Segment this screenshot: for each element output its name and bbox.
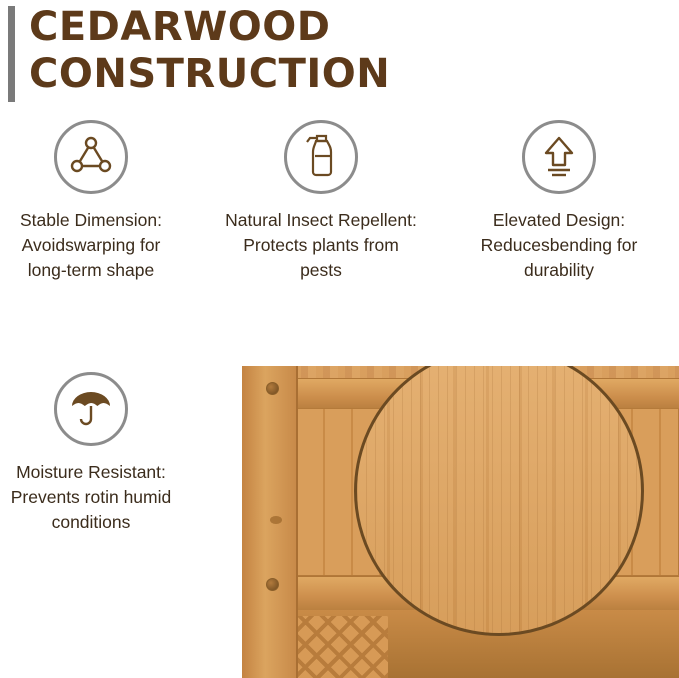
caption-line: Protects plants from <box>243 234 399 255</box>
caption-line: durability <box>523 259 595 280</box>
wood-post <box>240 366 298 678</box>
feature-item-insect-repellent <box>208 120 434 283</box>
title-text <box>29 4 390 98</box>
caption-line: Stable Dimension: <box>19 210 163 230</box>
icon-ring <box>54 372 128 446</box>
feature-item-moisture-resistant <box>0 372 204 535</box>
feature-caption <box>0 460 204 535</box>
caption-line: Natural Insect Repellent: <box>225 210 417 230</box>
icon-ring <box>284 120 358 194</box>
product-photo <box>228 366 679 678</box>
caption-line: Reducesbending for <box>480 234 638 255</box>
caption-line: Avoidswarping for <box>21 234 161 255</box>
caption-line: Elevated Design: <box>492 210 626 230</box>
feature-caption <box>446 208 672 283</box>
photo-left-margin <box>228 366 242 678</box>
page-title <box>0 0 390 102</box>
feature-item-stable-dimension <box>0 120 204 283</box>
title-accent-bar <box>8 6 15 102</box>
screw-icon <box>266 382 279 395</box>
icon-ring <box>522 120 596 194</box>
title-line-2: CONSTRUCTION <box>29 51 391 98</box>
up-arrow-icon <box>539 133 579 182</box>
feature-caption <box>0 208 204 283</box>
title-line-1: CEDARWOOD <box>29 4 331 50</box>
triangle-nodes-icon <box>69 135 113 180</box>
feature-item-elevated-design <box>446 120 672 283</box>
spray-bottle-icon <box>303 132 339 183</box>
caption-line: conditions <box>51 511 131 532</box>
caption-line: Prevents rotin humid <box>10 486 172 507</box>
magnifier-circle <box>354 366 644 636</box>
caption-line: Moisture Resistant: <box>16 462 166 482</box>
screw-icon <box>266 578 279 591</box>
umbrella-icon <box>68 386 114 433</box>
feature-caption <box>201 208 441 283</box>
caption-line: long-term shape <box>27 259 155 280</box>
wood-knot <box>270 516 282 524</box>
icon-ring <box>54 120 128 194</box>
caption-line: pests <box>300 259 342 280</box>
wood-grain-detail <box>357 366 641 633</box>
